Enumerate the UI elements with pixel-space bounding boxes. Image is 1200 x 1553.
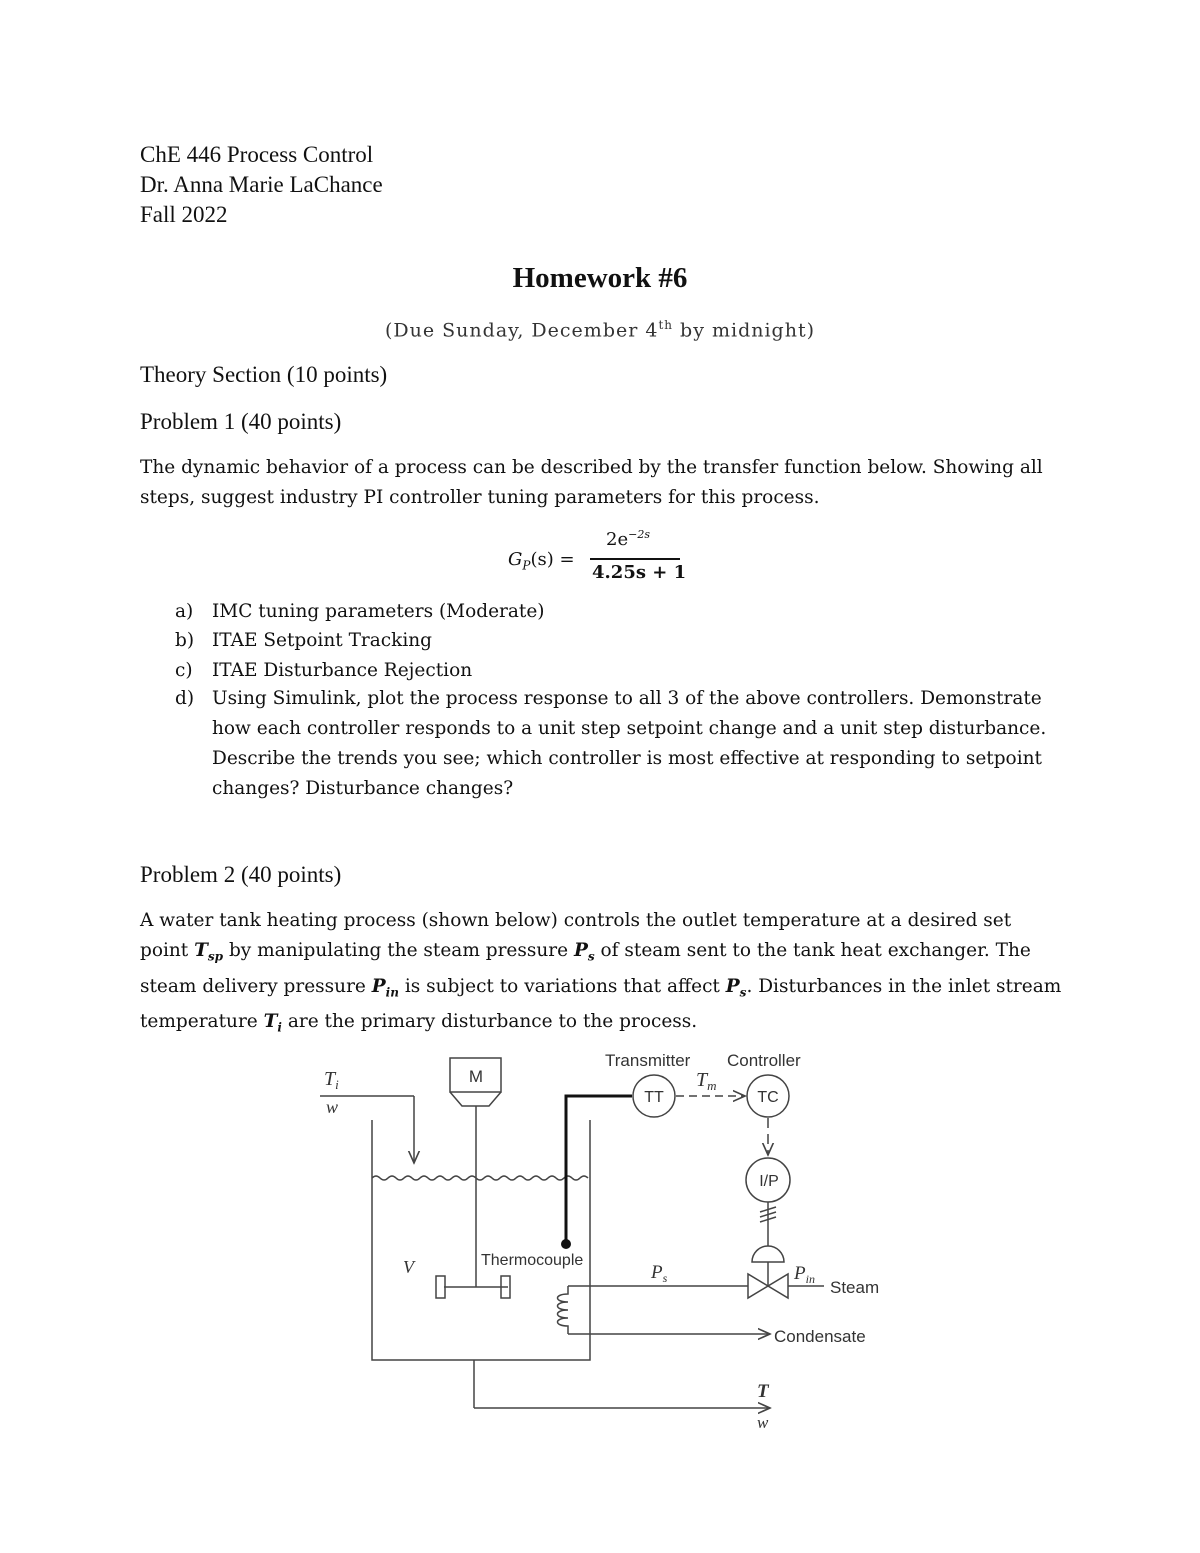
tm-label: $T_m$ <box>696 1069 717 1093</box>
list-item: ITAE Disturbance Rejection <box>212 660 473 681</box>
thermocouple-tip <box>561 1239 571 1249</box>
thermocouple-label: Thermocouple <box>481 1252 584 1269</box>
problem1-text: The dynamic behavior of a process can be described by the transfer function below. Showing all steps, suggest industry PI controller tuning parameters for this process. <box>140 457 1043 508</box>
list-item: IMC tuning parameters (Moderate) <box>212 601 545 622</box>
ip-label: I/P <box>759 1173 779 1190</box>
ps-label: $P_s$ <box>651 1262 668 1285</box>
tc-label: TC <box>757 1089 779 1106</box>
list-item-mark: c) <box>175 660 193 681</box>
theory-section-heading: Theory Section (10 points) <box>140 362 388 387</box>
stirrer-paddle-left <box>436 1276 445 1298</box>
list-item-mark: a) <box>175 601 194 622</box>
heating-coil <box>558 1286 569 1334</box>
transmitter-label: Transmitter <box>605 1051 691 1070</box>
list-item: ITAE Setpoint Tracking <box>212 630 433 651</box>
steam-label: Steam <box>830 1278 880 1297</box>
term: Fall 2022 <box>140 202 228 227</box>
tt-label: TT <box>644 1089 664 1106</box>
valve-actuator <box>752 1246 784 1262</box>
list-item: Using Simulink, plot the process response to all 3 of the above controllers. Demonstrate how each controller responds to a unit step setpoint change and a unit step disturbance. Describe the trends you see; which controller is most effective at responding to setpoint changes? Disturbance changes? <box>212 688 1047 799</box>
problem2-heading: Problem 2 (40 points) <box>140 862 342 887</box>
tank <box>372 1120 590 1360</box>
problem2-text: A water tank heating process (shown below) controls the outlet temperature at a desired set point $T_{sp}$ by manipulating the steam pressure $P_s$ of steam sent to the tank heat exchanger. The steam delivery pressure $P_{in}$ is subject to variations that affect $P_s$. Disturbances in the inlet stream temperature $T_i$ are the primary disturbance to the process. <box>140 910 1062 1036</box>
volume-label: V <box>403 1257 414 1277</box>
due-date: (Due Sunday, December 4th by midnight) <box>385 318 815 342</box>
motor-label: M <box>468 1067 484 1086</box>
pin-label: $P_{in}$ <box>794 1263 815 1286</box>
ti-label: $T_i$ <box>324 1068 339 1092</box>
t-out-label: T <box>757 1381 769 1402</box>
list-item-mark: b) <box>175 630 195 651</box>
problem1-heading: Problem 1 (40 points) <box>140 409 342 434</box>
instructor-name: Dr. Anna Marie LaChance <box>140 172 383 197</box>
w-in-label: w <box>326 1097 339 1117</box>
thermocouple-line <box>566 1096 632 1240</box>
course-title: ChE 446 Process Control <box>140 142 374 167</box>
list-item-mark: d) <box>175 688 195 709</box>
condensate-label: Condensate <box>774 1327 866 1346</box>
w-out-label: w <box>757 1413 769 1432</box>
controller-label: Controller <box>727 1051 801 1070</box>
page-title: Homework #6 <box>512 262 688 294</box>
motor-hopper <box>450 1092 501 1106</box>
liquid-level <box>372 1176 588 1180</box>
